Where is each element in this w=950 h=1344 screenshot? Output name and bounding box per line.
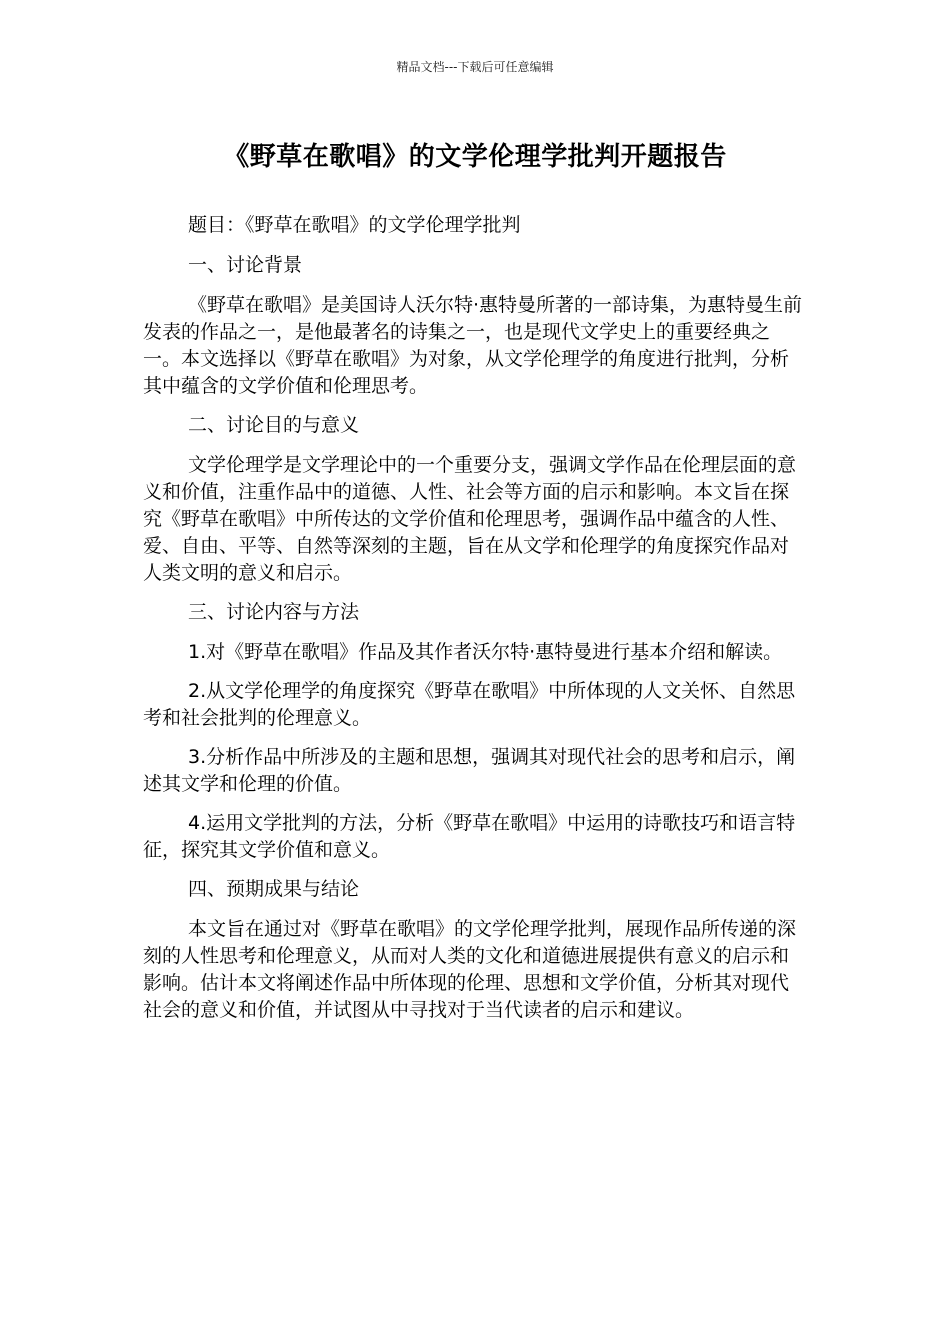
list-item-method-3: 3.分析作品中所涉及的主题和思想，强调其对现代社会的思考和启示，阐述其文学和伦理的价值。 [143, 746, 796, 795]
document-body [143, 212, 803, 1036]
page-header-note: 精品文档---下载后可任意编辑 [396, 60, 554, 74]
section-heading-conclusion: 四、预期成果与结论 [188, 878, 360, 900]
paragraph-conclusion: 本文旨在通过对《野草在歌唱》的文学伦理学批判，展现作品所传递的深刻的人性思考和伦理意义，从而对人类的文化和道德进展提供有意义的启示和影响。估计本文将阐述作品中所体现的伦理、思想和文学价值，分析其对现代社会的意义和价值，并试图从中寻找对于当代读者的启示和建议。 [143, 918, 797, 1021]
paragraph-purpose: 文学伦理学是文学理论中的一个重要分支，强调文学作品在伦理层面的意义和价值，注重作品中的道德、人性、社会等方面的启示和影响。本文旨在探究《野草在歌唱》中所传达的文学价值和伦理思考，强调作品中蕴含的人性、爱、自由、平等、自然等深刻的主题，旨在从文学和伦理学的角度探究作品对人类文明的意义和启示。 [143, 454, 797, 584]
list-item-method-2: 2.从文学伦理学的角度探究《野草在歌唱》中所体现的人文关怀、自然思考和社会批判的伦理意义。 [143, 680, 796, 729]
paragraph-background: 《野草在歌唱》是美国诗人沃尔特·惠特曼所著的一部诗集，为惠特曼生前发表的作品之一，是他最著名的诗集之一，也是现代文学史上的重要经典之一。本文选择以《野草在歌唱》为对象，从文学伦理学的角度进行批判，分析其中蕴含的文学价值和伦理思考。 [143, 294, 803, 397]
list-item-method-1: 1.对《野草在歌唱》作品及其作者沃尔特·惠特曼进行基本介绍和解读。 [188, 641, 783, 663]
section-heading-background: 一、讨论背景 [188, 254, 303, 276]
document-title: 《野草在歌唱》的文学伦理学批判开题报告 [223, 142, 727, 172]
subject-line: 题目：《野草在歌唱》的文学伦理学批判 [188, 214, 521, 236]
section-heading-purpose: 二、讨论目的与意义 [188, 414, 360, 436]
list-item-method-4: 4.运用文学批判的方法，分析《野草在歌唱》中运用的诗歌技巧和语言特征，探究其文学价值和意义。 [143, 812, 796, 861]
section-heading-methods: 三、讨论内容与方法 [188, 601, 360, 623]
